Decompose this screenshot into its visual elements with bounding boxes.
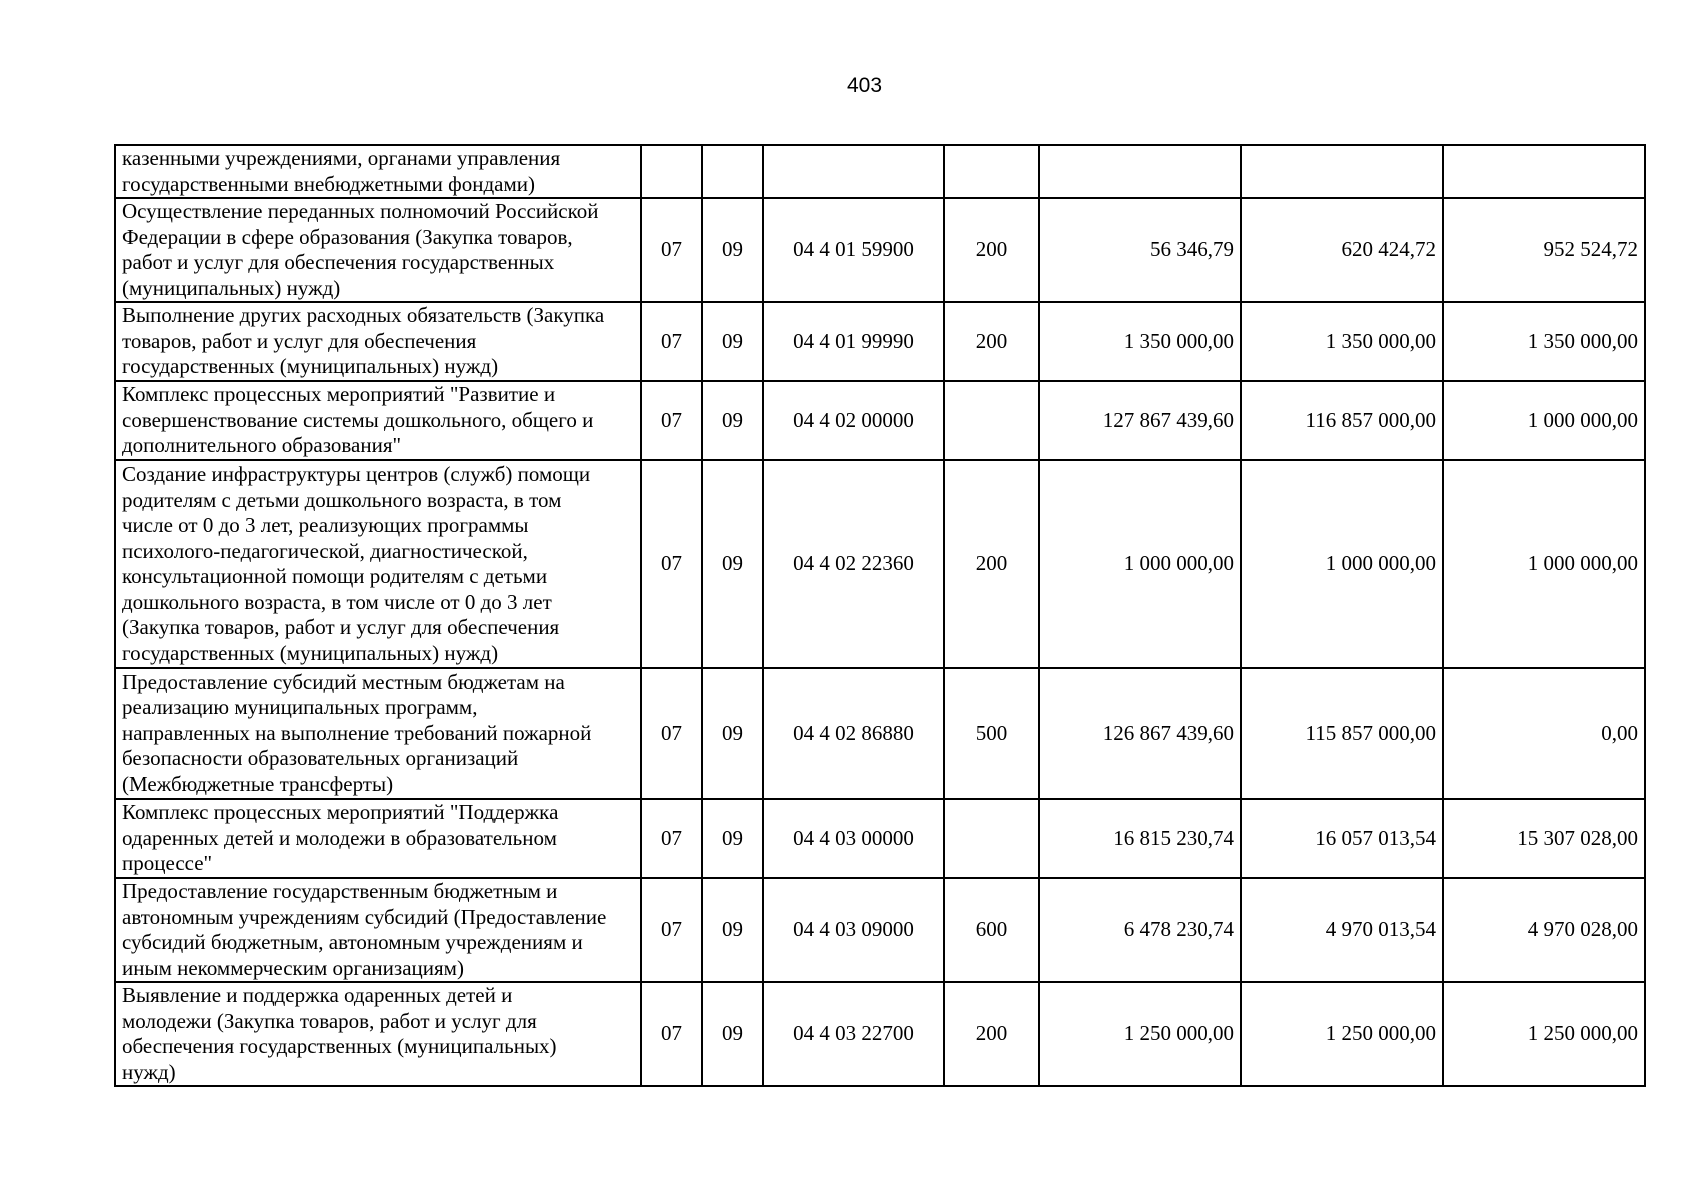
row-name-cell: Осуществление переданных полномочий Российской Федерации в сфере образования (Закупка товаров, работ и услуг для обеспечения государственных (муниципальных) нужд) bbox=[115, 198, 641, 302]
expense-type-cell: 200 bbox=[944, 302, 1039, 381]
target-article-cell: 04 4 01 59900 bbox=[763, 198, 944, 302]
amount-year3-cell bbox=[1443, 145, 1645, 198]
amount-year2-cell: 1 250 000,00 bbox=[1241, 982, 1443, 1086]
table-row bbox=[115, 381, 1645, 460]
amount-year3-cell: 1 000 000,00 bbox=[1443, 381, 1645, 460]
expense-type-cell: 200 bbox=[944, 460, 1039, 668]
amount-year2-cell: 1 350 000,00 bbox=[1241, 302, 1443, 381]
target-article-cell: 04 4 01 99990 bbox=[763, 302, 944, 381]
target-article-cell bbox=[763, 145, 944, 198]
amount-year3-cell: 15 307 028,00 bbox=[1443, 799, 1645, 878]
amount-year3-cell: 0,00 bbox=[1443, 668, 1645, 799]
table-row bbox=[115, 198, 1645, 302]
budget-table bbox=[114, 144, 1646, 1087]
row-name-cell: Выявление и поддержка одаренных детей и молодежи (Закупка товаров, работ и услуг для обеспечения государственных (муниципальных) нужд) bbox=[115, 982, 641, 1086]
target-article-cell: 04 4 02 00000 bbox=[763, 381, 944, 460]
amount-year1-cell: 1 250 000,00 bbox=[1039, 982, 1241, 1086]
budget-table-body bbox=[115, 145, 1645, 1086]
subsection-code-cell: 09 bbox=[702, 381, 763, 460]
table-row bbox=[115, 145, 1645, 198]
amount-year3-cell: 1 250 000,00 bbox=[1443, 982, 1645, 1086]
table-row bbox=[115, 460, 1645, 668]
row-name-cell: Предоставление государственным бюджетным и автономным учреждениям субсидий (Предоставление субсидий бюджетным, автономным учреждениям и иным некоммерческим организациям) bbox=[115, 878, 641, 982]
subsection-code-cell: 09 bbox=[702, 668, 763, 799]
subsection-code-cell: 09 bbox=[702, 302, 763, 381]
subsection-code-cell bbox=[702, 145, 763, 198]
amount-year2-cell: 115 857 000,00 bbox=[1241, 668, 1443, 799]
target-article-cell: 04 4 03 09000 bbox=[763, 878, 944, 982]
amount-year1-cell: 127 867 439,60 bbox=[1039, 381, 1241, 460]
section-code-cell: 07 bbox=[641, 460, 702, 668]
target-article-cell: 04 4 02 86880 bbox=[763, 668, 944, 799]
expense-type-cell bbox=[944, 799, 1039, 878]
section-code-cell: 07 bbox=[641, 878, 702, 982]
amount-year3-cell: 952 524,72 bbox=[1443, 198, 1645, 302]
subsection-code-cell: 09 bbox=[702, 878, 763, 982]
amount-year1-cell bbox=[1039, 145, 1241, 198]
subsection-code-cell: 09 bbox=[702, 799, 763, 878]
amount-year3-cell: 1 000 000,00 bbox=[1443, 460, 1645, 668]
amount-year2-cell: 16 057 013,54 bbox=[1241, 799, 1443, 878]
section-code-cell: 07 bbox=[641, 302, 702, 381]
amount-year1-cell: 1 350 000,00 bbox=[1039, 302, 1241, 381]
table-row bbox=[115, 668, 1645, 799]
amount-year1-cell: 1 000 000,00 bbox=[1039, 460, 1241, 668]
amount-year2-cell bbox=[1241, 145, 1443, 198]
amount-year3-cell: 1 350 000,00 bbox=[1443, 302, 1645, 381]
expense-type-cell: 600 bbox=[944, 878, 1039, 982]
amount-year2-cell: 1 000 000,00 bbox=[1241, 460, 1443, 668]
table-row bbox=[115, 799, 1645, 878]
row-name-cell: Предоставление субсидий местным бюджетам на реализацию муниципальных программ, направленных на выполнение требований пожарной безопасности образовательных организаций (Межбюджетные трансферты) bbox=[115, 668, 641, 799]
row-name-cell: Комплекс процессных мероприятий "Поддержка одаренных детей и молодежи в образовательном процессе" bbox=[115, 799, 641, 878]
expense-type-cell: 500 bbox=[944, 668, 1039, 799]
page-number: 403 bbox=[846, 74, 883, 97]
amount-year1-cell: 16 815 230,74 bbox=[1039, 799, 1241, 878]
expense-type-cell: 200 bbox=[944, 198, 1039, 302]
section-code-cell bbox=[641, 145, 702, 198]
amount-year3-cell: 4 970 028,00 bbox=[1443, 878, 1645, 982]
row-name-cell: Создание инфраструктуры центров (служб) помощи родителям с детьми дошкольного возраста, в том числе от 0 до 3 лет, реализующих программы психолого-педагогической, диагностической, консультационной помощи родителям с детьми дошкольного возраста, в том числе от 0 до 3 лет (Закупка товаров, работ и услуг для обеспечения государственных (муниципальных) нужд) bbox=[115, 460, 641, 668]
target-article-cell: 04 4 02 22360 bbox=[763, 460, 944, 668]
section-code-cell: 07 bbox=[641, 668, 702, 799]
target-article-cell: 04 4 03 00000 bbox=[763, 799, 944, 878]
section-code-cell: 07 bbox=[641, 198, 702, 302]
subsection-code-cell: 09 bbox=[702, 198, 763, 302]
table-row bbox=[115, 878, 1645, 982]
section-code-cell: 07 bbox=[641, 982, 702, 1086]
row-name-cell: Выполнение других расходных обязательств (Закупка товаров, работ и услуг для обеспечения государственных (муниципальных) нужд) bbox=[115, 302, 641, 381]
amount-year2-cell: 620 424,72 bbox=[1241, 198, 1443, 302]
section-code-cell: 07 bbox=[641, 381, 702, 460]
row-name-cell: Комплекс процессных мероприятий "Развитие и совершенствование системы дошкольного, общего и дополнительного образования" bbox=[115, 381, 641, 460]
amount-year1-cell: 6 478 230,74 bbox=[1039, 878, 1241, 982]
amount-year1-cell: 56 346,79 bbox=[1039, 198, 1241, 302]
subsection-code-cell: 09 bbox=[702, 460, 763, 668]
subsection-code-cell: 09 bbox=[702, 982, 763, 1086]
table-row bbox=[115, 302, 1645, 381]
table-row bbox=[115, 982, 1645, 1086]
amount-year2-cell: 116 857 000,00 bbox=[1241, 381, 1443, 460]
expense-type-cell bbox=[944, 145, 1039, 198]
amount-year2-cell: 4 970 013,54 bbox=[1241, 878, 1443, 982]
section-code-cell: 07 bbox=[641, 799, 702, 878]
row-name-cell: казенными учреждениями, органами управления государственными внебюджетными фондами) bbox=[115, 145, 641, 198]
expense-type-cell bbox=[944, 381, 1039, 460]
amount-year1-cell: 126 867 439,60 bbox=[1039, 668, 1241, 799]
target-article-cell: 04 4 03 22700 bbox=[763, 982, 944, 1086]
expense-type-cell: 200 bbox=[944, 982, 1039, 1086]
